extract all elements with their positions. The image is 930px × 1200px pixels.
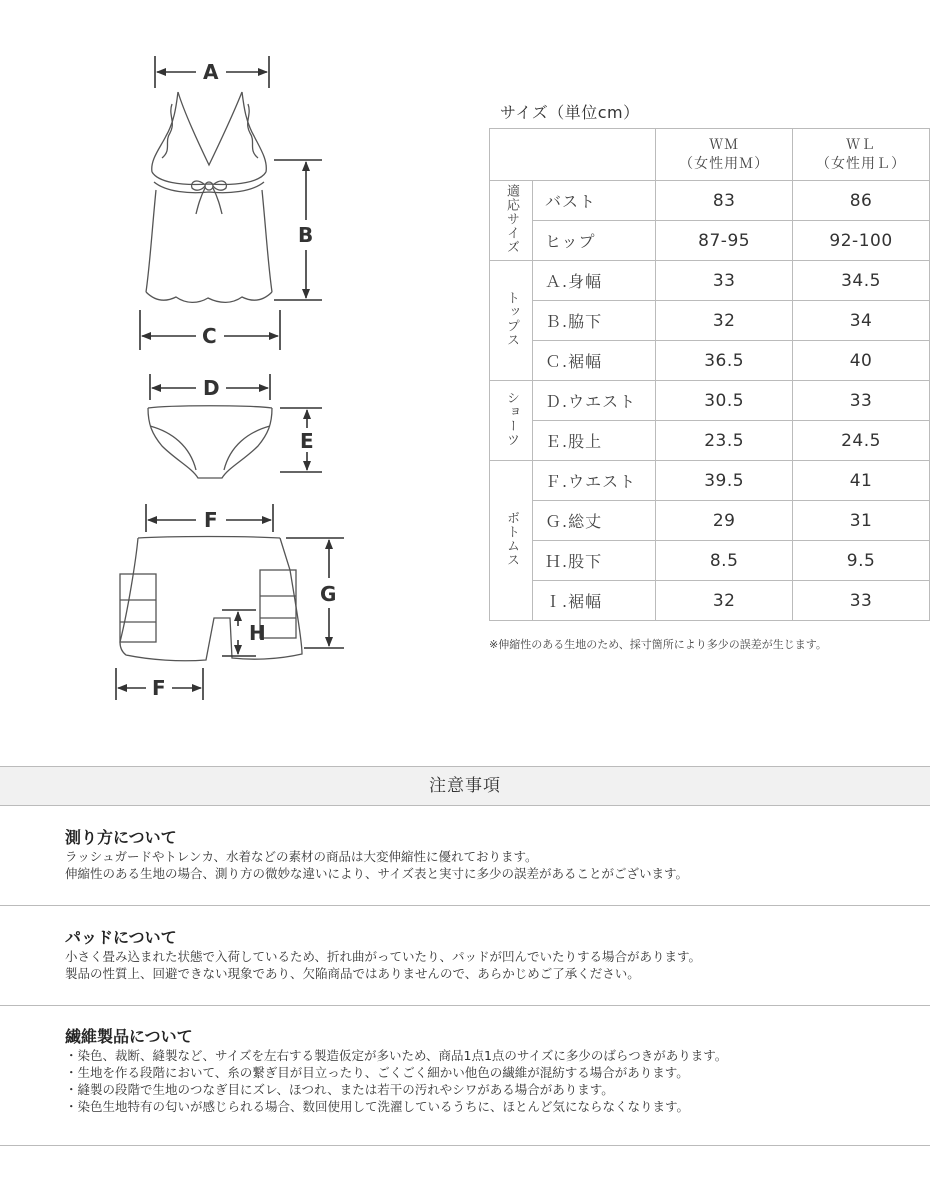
group-label-bottoms (490, 461, 533, 621)
group-name: トップス (504, 290, 519, 347)
value-wl: 31 (793, 501, 930, 541)
group-name: 適応サイズ (504, 183, 519, 254)
table-row (490, 301, 930, 341)
table-row (490, 381, 930, 421)
bottoms-outline (120, 537, 302, 661)
row-item: バスト (533, 181, 656, 221)
value-wl: 40 (793, 341, 930, 381)
row-item: ヒップ (533, 221, 656, 261)
column-header-wl-name: ＷＬ (846, 136, 877, 153)
size-table-title: サイズ（単位cm） (500, 103, 640, 122)
value-wl: 41 (793, 461, 930, 501)
section-line: ・生地を作る段階において、糸の繋ぎ目が目立ったり、ごくごく細かい他色の繊維が混紡する場合があります。 (65, 1065, 689, 1080)
table-row (490, 421, 930, 461)
label-f-waist: F (204, 508, 218, 532)
column-header-wl-sub: （女性用Ｌ） (816, 155, 907, 172)
value-wm: 32 (656, 581, 793, 621)
section-line: ・染色生地特有の匂いが感じられる場合、数回使用して洗濯しているうちに、ほとんど気にならなくなります。 (65, 1099, 690, 1114)
shorts-outline (148, 406, 272, 478)
label-a: A (203, 60, 219, 84)
note-section-textiles (65, 1027, 865, 1115)
garment-illustrations (0, 0, 470, 720)
value-wl: 33 (793, 581, 930, 621)
column-header-wm-sub: （女性用Ｍ） (679, 155, 770, 172)
label-c: C (202, 324, 217, 348)
row-item: Ａ.身幅 (533, 261, 656, 301)
value-wm: 87-95 (656, 221, 793, 261)
section-title: 繊維製品について (65, 1027, 193, 1046)
table-row (490, 221, 930, 261)
table-row (490, 261, 930, 301)
label-f-hem: F (152, 676, 166, 700)
section-line: 伸縮性のある生地の場合、測り方の微妙な違いにより、サイズ表と実寸に多少の誤差があることがございます。 (65, 866, 689, 881)
value-wl: 34 (793, 301, 930, 341)
value-wm: 33 (656, 261, 793, 301)
label-h: H (249, 621, 266, 645)
header-blank-cell (490, 129, 656, 181)
value-wl: 9.5 (793, 541, 930, 581)
column-header-wl (793, 129, 930, 181)
group-name: ショーツ (504, 390, 519, 447)
group-name: ボトムス (504, 510, 519, 567)
value-wm: 32 (656, 301, 793, 341)
row-item: Ｅ.股上 (533, 421, 656, 461)
value-wl: 34.5 (793, 261, 930, 301)
table-row (490, 181, 930, 221)
table-row (490, 501, 930, 541)
divider (0, 1145, 930, 1146)
section-line: ・縫製の段階で生地のつなぎ目にズレ、ほつれ、または若干の汚れやシワがある場合があります。 (65, 1082, 614, 1097)
value-wm: 29 (656, 501, 793, 541)
notes-header: 注意事項 (0, 766, 930, 806)
divider (0, 905, 930, 906)
label-g: G (320, 582, 337, 606)
table-row (490, 541, 930, 581)
value-wl: 92-100 (793, 221, 930, 261)
label-d: D (203, 376, 220, 400)
value-wl: 24.5 (793, 421, 930, 461)
group-label-tops (490, 261, 533, 381)
column-header-wm (656, 129, 793, 181)
note-section-pads (65, 928, 865, 982)
section-line: 製品の性質上、回避できない現象であり、欠陥商品ではありませんので、あらかじめご了承ください。 (65, 966, 640, 981)
size-table-note: ※伸縮性のある生地のため、採寸箇所により多少の誤差が生じます。 (489, 638, 827, 651)
column-header-wm-name: ＷＭ (709, 136, 740, 153)
section-title: パッドについて (65, 928, 177, 947)
value-wl: 33 (793, 381, 930, 421)
note-section-measuring (65, 828, 865, 882)
value-wm: 39.5 (656, 461, 793, 501)
row-item: Ｈ.股下 (533, 541, 656, 581)
row-item: Ｃ.裾幅 (533, 341, 656, 381)
row-item: Ｉ.裾幅 (533, 581, 656, 621)
section-line: ・染色、裁断、縫製など、サイズを左右する製造仮定が多いため、商品1点1点のサイズに多少のばらつきがあります。 (65, 1048, 728, 1063)
table-row (490, 341, 930, 381)
table-row (490, 581, 930, 621)
value-wm: 23.5 (656, 421, 793, 461)
measurement-diagram (0, 0, 470, 720)
size-table (489, 128, 930, 621)
section-line: 小さく畳み込まれた状態で入荷しているため、折れ曲がっていたり、パッドが凹んでいたりする場合があります。 (65, 949, 702, 964)
value-wm: 30.5 (656, 381, 793, 421)
label-b: B (298, 223, 314, 247)
row-item: Ｄ.ウエスト (533, 381, 656, 421)
row-item: Ｇ.総丈 (533, 501, 656, 541)
section-title: 測り方について (65, 828, 177, 847)
value-wm: 8.5 (656, 541, 793, 581)
group-label-fit (490, 181, 533, 261)
row-item: Ｂ.脇下 (533, 301, 656, 341)
divider (0, 1005, 930, 1006)
table-row (490, 461, 930, 501)
label-e: E (300, 429, 314, 453)
row-item: Ｆ.ウエスト (533, 461, 656, 501)
value-wm: 83 (656, 181, 793, 221)
size-table-header-row (490, 129, 930, 181)
value-wm: 36.5 (656, 341, 793, 381)
top-garment-outline (146, 92, 272, 302)
group-label-shorts (490, 381, 533, 461)
section-line: ラッシュガードやトレンカ、水着などの素材の商品は大変伸縮性に優れております。 (65, 849, 538, 864)
value-wl: 86 (793, 181, 930, 221)
